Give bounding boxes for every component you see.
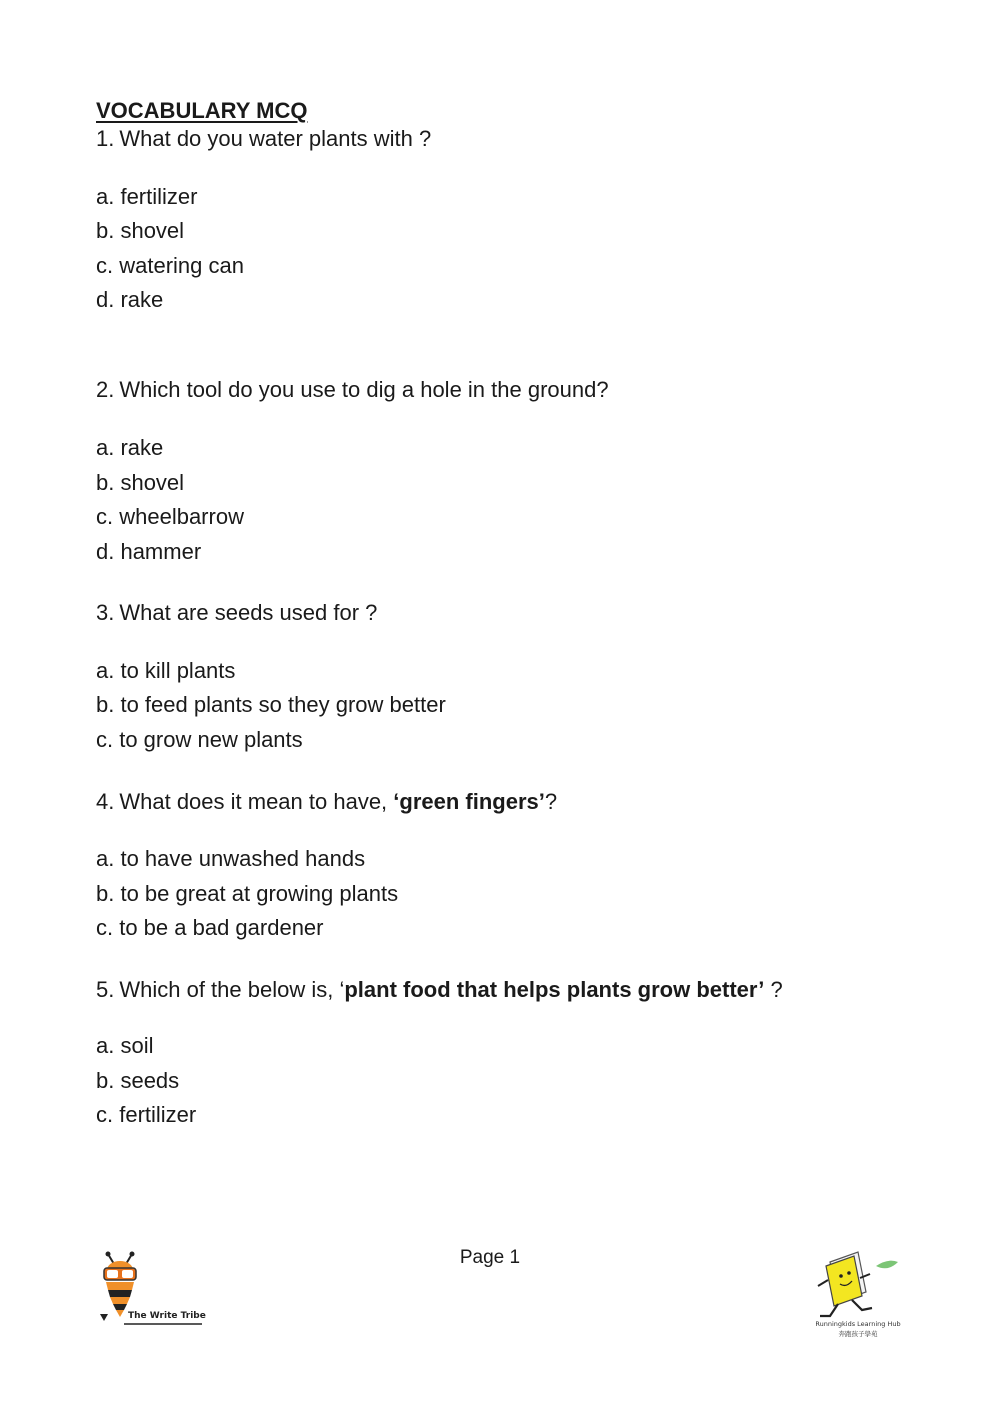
option-2a[interactable]: a. rake: [96, 435, 164, 460]
option-4b[interactable]: b. to be great at growing plants: [96, 881, 399, 906]
runningkids-logo-text: Runningkids Learning Hub: [815, 1320, 901, 1328]
question-text: What do you water plants with ?: [119, 126, 432, 151]
option-4a[interactable]: a. to have unwashed hands: [96, 846, 366, 871]
question-suffix: ?: [764, 977, 783, 1002]
option-4c[interactable]: c. to be a bad gardener: [96, 915, 324, 940]
runningkids-logo: [808, 1244, 908, 1344]
question-number: 5.: [96, 977, 115, 1002]
option-2c[interactable]: c. wheelbarrow: [96, 504, 244, 529]
question-text: What are seeds used for ?: [119, 600, 378, 625]
option-2d[interactable]: d. hammer: [96, 539, 202, 564]
question-emphasis: plant food that helps plants grow better’: [344, 977, 765, 1002]
option-1c[interactable]: c. watering can: [96, 253, 244, 278]
option-1b[interactable]: b. shovel: [96, 218, 185, 243]
page-number: Page 1: [459, 1247, 521, 1268]
question-text: Which tool do you use to dig a hole in the ground?: [119, 377, 609, 402]
write-tribe-logo-text: The Write Tribe: [128, 1311, 206, 1321]
question-1: [96, 125, 431, 153]
option-5c[interactable]: c. fertilizer: [96, 1102, 197, 1127]
option-3a[interactable]: a. to kill plants: [96, 658, 236, 683]
question-2: [96, 376, 609, 404]
question-emphasis: ‘green fingers’: [393, 789, 545, 814]
question-4: [96, 788, 557, 816]
question-5: [96, 976, 783, 1004]
option-1a[interactable]: a. fertilizer: [96, 184, 198, 209]
question-suffix: ?: [544, 789, 558, 814]
option-1d[interactable]: d. rake: [96, 287, 164, 312]
question-number: 4.: [96, 789, 115, 814]
question-text: What does it mean to have,: [119, 789, 394, 814]
question-3: [96, 599, 377, 627]
page-title: VOCABULARY MCQ: [96, 98, 308, 123]
option-2b[interactable]: b. shovel: [96, 470, 185, 495]
write-tribe-logo: [96, 1250, 208, 1330]
question-number: 2.: [96, 377, 115, 402]
question-text: Which of the below is, ‘: [119, 977, 345, 1002]
option-3c[interactable]: c. to grow new plants: [96, 727, 303, 752]
question-number: 1.: [96, 126, 115, 151]
option-5b[interactable]: b. seeds: [96, 1068, 180, 1093]
option-5a[interactable]: a. soil: [96, 1033, 154, 1058]
option-3b[interactable]: b. to feed plants so they grow better: [96, 692, 446, 717]
question-number: 3.: [96, 600, 115, 625]
runningkids-logo-subtitle: 奔跑孩子學苑: [838, 1330, 878, 1338]
